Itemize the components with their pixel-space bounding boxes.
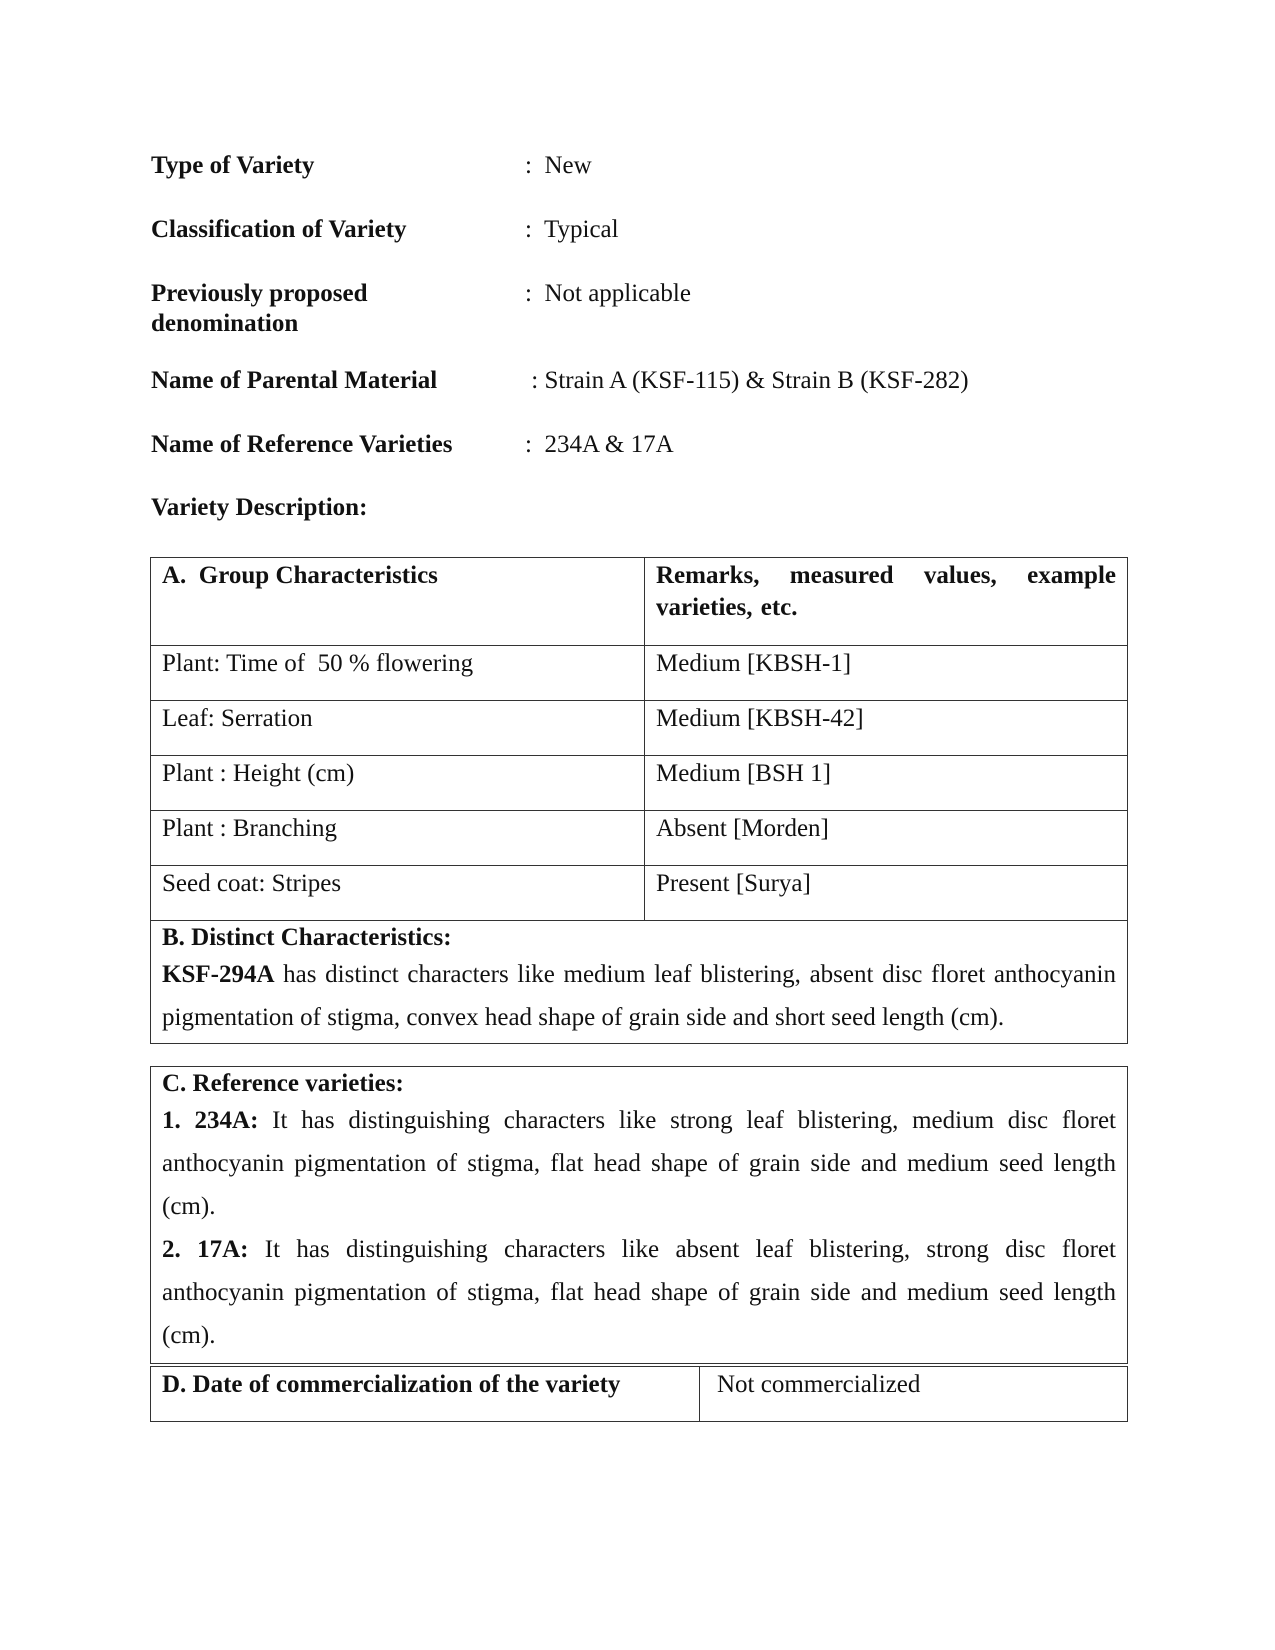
characteristic-cell: Plant: Time of 50 % flowering bbox=[151, 646, 645, 701]
distinct-characteristics-row bbox=[151, 921, 1128, 1044]
reference-varieties-table bbox=[150, 1066, 1128, 1364]
commercialization-label: D. Date of commercialization of the variety bbox=[151, 1367, 700, 1422]
field-label: Classification of Variety bbox=[151, 216, 407, 243]
remark-cell: Medium [KBSH-42] bbox=[645, 701, 1128, 756]
field-value: : Not applicable bbox=[525, 280, 691, 307]
reference-variety-text: It has distinguishing characters like strong leaf blistering, medium disc floret anthocyanin pigmentation of stigma, flat head shape of grain side and medium seed length (cm). bbox=[162, 1107, 1116, 1220]
remark-cell: Medium [KBSH-1] bbox=[645, 646, 1128, 701]
reference-variety-item bbox=[162, 1228, 1116, 1357]
candidate-variety-name: KSF-294A bbox=[162, 961, 275, 988]
field-label: Previously proposed denomination bbox=[151, 280, 368, 337]
characteristic-cell: Seed coat: Stripes bbox=[151, 866, 645, 921]
characteristic-cell: Plant : Height (cm) bbox=[151, 756, 645, 811]
remark-cell: Absent [Morden] bbox=[645, 811, 1128, 866]
field-value: : Typical bbox=[525, 216, 619, 243]
field-label: Type of Variety bbox=[151, 152, 315, 179]
table-row bbox=[151, 811, 1128, 866]
distinct-description: has distinct characters like medium leaf blistering, absent disc floret anthocyanin pigmentation of stigma, convex head shape of grain side and short seed length (cm). bbox=[162, 961, 1116, 1031]
field-value: : 234A & 17A bbox=[525, 431, 674, 458]
remark-cell: Medium [BSH 1] bbox=[645, 756, 1128, 811]
variety-description-heading: Variety Description: bbox=[151, 494, 368, 521]
commercialization-value: Not commercialized bbox=[700, 1367, 1128, 1422]
distinct-characteristics-text bbox=[162, 953, 1116, 1039]
commercialization-row bbox=[151, 1367, 1128, 1422]
reference-variety-label: 1. 234A: bbox=[162, 1107, 259, 1134]
reference-varieties-row bbox=[151, 1067, 1128, 1364]
table-header-row bbox=[151, 558, 1128, 646]
table-row bbox=[151, 756, 1128, 811]
field-label: Name of Reference Varieties bbox=[151, 431, 453, 458]
field-value: : Strain A (KSF-115) & Strain B (KSF-282) bbox=[525, 367, 969, 394]
group-characteristics-table bbox=[150, 557, 1128, 1044]
characteristic-cell: Leaf: Serration bbox=[151, 701, 645, 756]
field-value: : New bbox=[525, 152, 592, 179]
characteristic-cell: Plant : Branching bbox=[151, 811, 645, 866]
field-label: Name of Parental Material bbox=[151, 367, 438, 394]
header-remarks bbox=[645, 558, 1128, 646]
distinct-characteristics-title: B. Distinct Characteristics: bbox=[162, 924, 452, 951]
header-remarks-text: Remarks, measured values, example varieties, etc. bbox=[656, 562, 1116, 621]
reference-variety-text: It has distinguishing characters like absent leaf blistering, strong disc floret anthocyanin pigmentation of stigma, flat head shape of grain side and medium seed length (cm). bbox=[162, 1236, 1116, 1349]
reference-varieties-title: C. Reference varieties: bbox=[162, 1070, 404, 1097]
reference-variety-item bbox=[162, 1099, 1116, 1228]
distinct-characteristics-cell bbox=[151, 921, 1128, 1044]
commercialization-table bbox=[150, 1366, 1128, 1422]
table-row bbox=[151, 701, 1128, 756]
table-row bbox=[151, 866, 1128, 921]
table-row bbox=[151, 646, 1128, 701]
reference-varieties-cell bbox=[151, 1067, 1128, 1364]
remark-cell: Present [Surya] bbox=[645, 866, 1128, 921]
header-group-characteristics: A. Group Characteristics bbox=[151, 558, 645, 646]
reference-variety-label: 2. 17A: bbox=[162, 1236, 249, 1263]
